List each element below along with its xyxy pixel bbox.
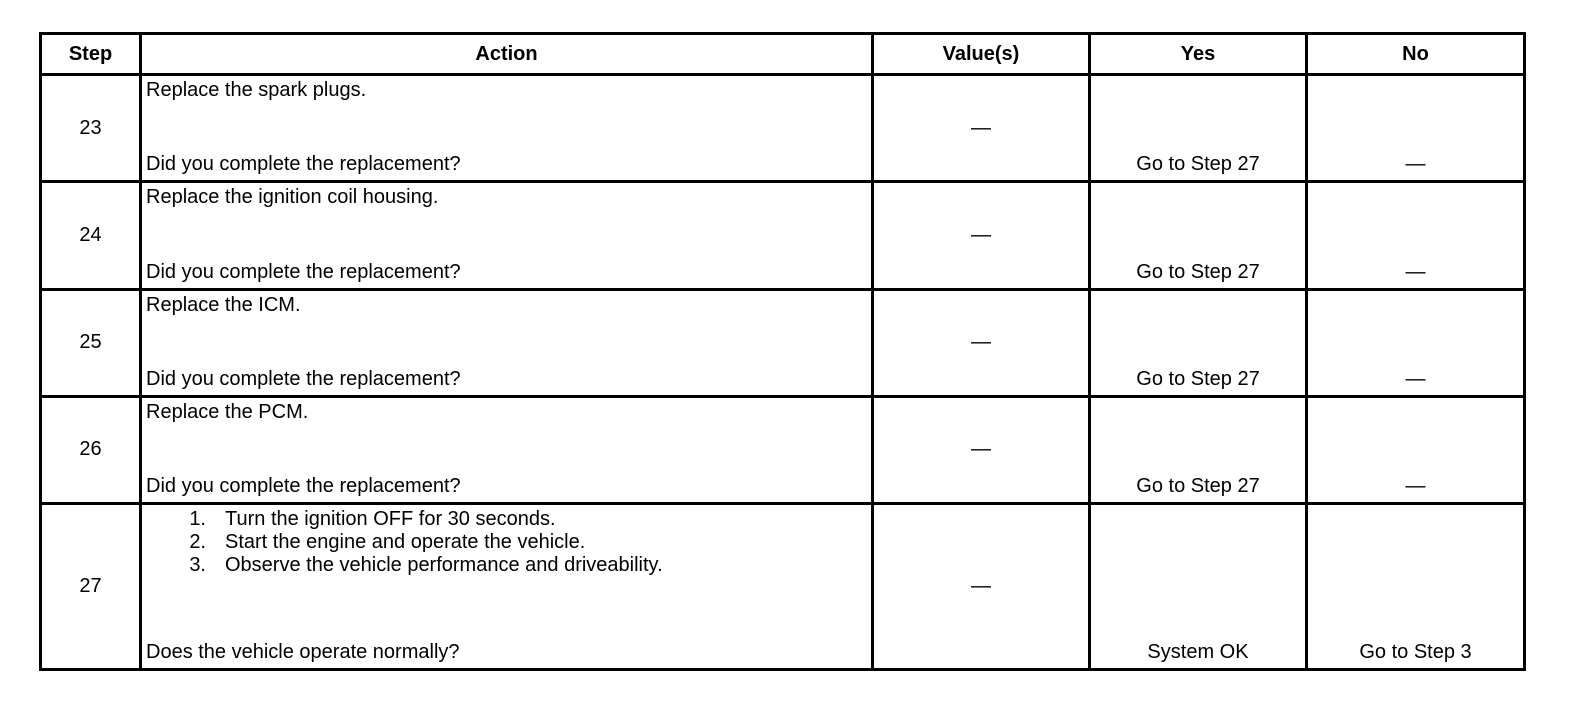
table-row (41, 396, 1525, 503)
action-cell (141, 182, 873, 289)
header-row (41, 34, 1525, 75)
action-question: Did you complete the replacement? (146, 260, 461, 283)
step-number: 25 (41, 289, 141, 396)
action-instruction: Replace the ICM. (146, 293, 301, 316)
step-number: 24 (41, 182, 141, 289)
diagnostic-table (39, 32, 1526, 671)
procedure-step (146, 554, 867, 577)
no-cell: — (1307, 182, 1525, 289)
procedure-step-text: Observe the vehicle performance and driveability. (225, 554, 663, 576)
action-instruction: Replace the spark plugs. (146, 79, 367, 101)
action-cell (141, 504, 873, 670)
value-cell: — (873, 396, 1090, 503)
step-number: 27 (41, 504, 141, 670)
action-question: Did you complete the replacement? (146, 475, 461, 497)
yes-cell: Go to Step 27 (1090, 396, 1307, 503)
header-values: Value(s) (873, 34, 1090, 75)
procedure-step (146, 531, 867, 554)
action-cell (141, 75, 873, 182)
value-cell: — (873, 182, 1090, 289)
table-row (41, 75, 1525, 182)
table-row (41, 182, 1525, 289)
action-question: Did you complete the replacement? (146, 367, 461, 390)
action-cell (141, 289, 873, 396)
procedure-step-number: 2. (189, 531, 206, 553)
no-cell: — (1307, 396, 1525, 503)
table-row (41, 289, 1525, 396)
action-cell (141, 396, 873, 503)
header-yes: Yes (1090, 34, 1307, 75)
header-action: Action (141, 34, 873, 75)
no-cell: — (1307, 75, 1525, 182)
header-step: Step (41, 34, 141, 75)
action-instruction: Replace the PCM. (146, 400, 309, 423)
yes-cell: System OK (1090, 504, 1307, 670)
value-cell: — (873, 75, 1090, 182)
procedure-step-text: Start the engine and operate the vehicle. (225, 531, 586, 553)
action-question: Does the vehicle operate normally? (146, 641, 460, 663)
procedure-step-number: 1. (189, 508, 206, 530)
action-question: Did you complete the replacement? (146, 153, 461, 176)
step-number: 26 (41, 396, 141, 503)
procedure-list (146, 508, 867, 577)
step-number: 23 (41, 75, 141, 182)
procedure-step (146, 508, 867, 531)
table-row (41, 504, 1525, 670)
value-cell: — (873, 289, 1090, 396)
no-cell: — (1307, 289, 1525, 396)
procedure-step-text: Turn the ignition OFF for 30 seconds. (225, 508, 556, 530)
yes-cell: Go to Step 27 (1090, 289, 1307, 396)
no-cell: Go to Step 3 (1307, 504, 1525, 670)
procedure-step-number: 3. (189, 554, 206, 576)
yes-cell: Go to Step 27 (1090, 182, 1307, 289)
value-cell: — (873, 504, 1090, 670)
header-no: No (1307, 34, 1525, 75)
action-instruction: Replace the ignition coil housing. (146, 186, 439, 209)
yes-cell: Go to Step 27 (1090, 75, 1307, 182)
